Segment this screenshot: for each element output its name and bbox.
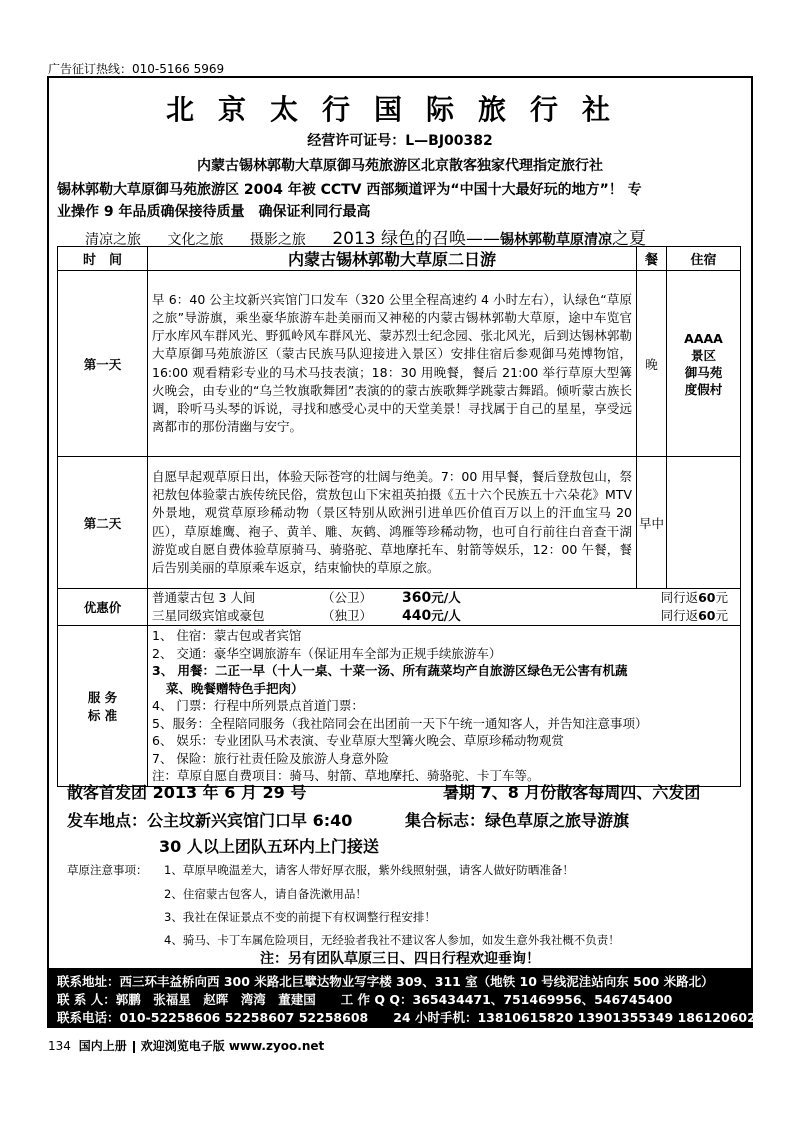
rebate-label: 同行返: [660, 590, 699, 605]
header-meal: 餐: [637, 247, 667, 271]
header-lodging: 住宿: [667, 247, 741, 271]
service-list: [152, 627, 736, 785]
agent-statement: 内蒙古锡林郭勒大草原御马苑旅游区北京散客独家代理指定旅行社: [197, 158, 603, 174]
price-rebate-hotel: [552, 607, 736, 625]
note-item: 1、草原早晚温差大，请客人带好厚衣服，紫外线照射强，请客人做好防晒准备！: [164, 863, 574, 877]
service-item: 3、 用餐：二正一早（十人一桌、十菜一汤、所有蔬菜均产自旅游区绿色无公害有机蔬: [152, 663, 628, 678]
service-item: 注：草原自愿自费项目：骑马、射箭、草地摩托、骑骆驼、卡丁车等。: [152, 768, 540, 783]
notes-caption: 草原注意事项：: [67, 863, 148, 877]
pickup-location: 发车地点：公主坟新兴宾馆门口早 6:40: [67, 811, 353, 830]
price-amount-yurt: [402, 589, 552, 607]
note-item: 4、骑马、卡丁车属危险项目，无经验者我社不建议客人参加，如发生意外我社概不负责！: [164, 933, 620, 947]
meeting-flag: 集合标志：绿色草原之旅导游旗: [405, 811, 630, 830]
page-number: 134: [48, 1039, 71, 1053]
day2-lodging-empty: [667, 457, 741, 589]
service-item: 6、 娱乐：专业团队马术表演、专业草原大型篝火晚会、草原珍稀动物观赏: [152, 733, 564, 748]
price-amount-hotel: [402, 607, 552, 625]
itinerary-table: [57, 246, 741, 787]
day2-meal: 早中: [637, 457, 667, 589]
slogan-main: 2013 绿色的召唤——: [332, 229, 501, 249]
slogan-tag-photo: 摄影之旅: [249, 232, 306, 248]
slogan-tag-cool: 清凉之旅: [85, 232, 141, 248]
price-label: 优惠价: [58, 589, 148, 626]
day1-row: [58, 271, 741, 457]
site-link[interactable]: 欢迎浏览电子版 www.zyoo.net: [140, 1039, 325, 1053]
slogan-tag-culture: 文化之旅: [167, 232, 224, 248]
day1-description: 早 6：40 公主坟新兴宾馆门口发车（320 公里全程高速约 4 小时左右），认绿色“草原之旅”导游旗，乘坐豪华旅游车赴美丽而又神秘的内蒙古锡林郭勒大草原，途中车览官厅水库风车群风光、野狐岭风车群风光、蒙苏烈士纪念园、张北风光，后到达锡林郭勒大草原御马苑旅游区（蒙古民族马队迎接进入景区）安排住宿后参观御马苑博物馆，16:00 观看精彩专业的马术马技表演；18：30 用晚餐，餐后 21:00 举行草原大型篝火晚会，由专业的“乌兰牧旗歌舞团”表演的的蒙古族歌舞学跳蒙古舞蹈。倾听蒙古族长调，聆听马头琴的诉说，寻找和感受心灵中的天堂美景！寻找属于自己的星星，享受远离都市的那份清幽与安宁。: [148, 271, 637, 457]
service-item: 菜、晚餐赠特色手把肉）: [166, 680, 304, 696]
service-label-2: 标 准: [87, 707, 118, 723]
summer-departure: 暑期 7、8 月份散客每周四、六发团: [443, 783, 701, 802]
rebate-unit: 元: [715, 608, 728, 623]
slogan-end: 之夏: [612, 229, 647, 249]
price-value-hotel: 440: [402, 608, 432, 624]
service-row: [58, 626, 741, 787]
service-details: [148, 626, 741, 787]
rebate-unit: 元: [715, 590, 728, 605]
contact-people: 联 系 人：郭鹏 张福星 赵晖 湾湾 董建国 工 作 Q Q：365434471、751469956、546745400: [57, 992, 673, 1007]
rebate-label: 同行返: [660, 608, 699, 623]
lodging-name: 御马苑: [684, 364, 723, 380]
day1-lodging: [667, 271, 741, 457]
price-rebate-yurt: [552, 589, 736, 607]
service-item: 7、 保险：旅行社责任险及旅游人身意外险: [152, 750, 389, 766]
price-value-yurt: 360: [402, 590, 432, 606]
lodging-kind: 度假村: [684, 381, 723, 397]
intro-line-1: 锡林郭勒大草原御马苑旅游区 2004 年被 CCTV 西部频道评为“中国十大最好玩的地方”！ 专: [57, 182, 642, 198]
price-room-hotel: 三星同级宾馆或豪包: [152, 608, 265, 623]
group-pickup: 30 人以上团队五环内上门接送: [159, 837, 379, 856]
contact-bar: [49, 968, 774, 1026]
lodging-grade: AAAA: [684, 330, 723, 346]
table-header-row: [58, 247, 741, 271]
note-item: 3、我社在保证景点不变的前提下有权调整行程安排！: [164, 910, 436, 924]
notes-end: 注：另有团队草原三日、四日行程欢迎垂询！: [260, 951, 540, 967]
price-unit-hotel: 元/人: [431, 608, 461, 623]
price-line-yurt: [152, 589, 736, 607]
price-room-yurt: 普通蒙古包 3 人间: [152, 590, 256, 605]
intro-line-2: 业操作 9 年品质确保接待质量 确保证利同行最高: [57, 204, 371, 220]
license-number: 经营许可证号：L—BJ00382: [307, 133, 493, 149]
day1-label: 第一天: [58, 271, 148, 457]
ad-hotline: 广告征订热线：010-5166 5969: [48, 62, 225, 76]
day2-label: 第二天: [58, 457, 148, 589]
rebate-value: 60: [698, 608, 716, 623]
price-bath-yurt: （公卫）: [322, 590, 373, 605]
service-label: [58, 626, 148, 787]
section-name: 国内上册: [78, 1039, 127, 1053]
service-item: 1、 住宿：蒙古包或者宾馆: [152, 628, 302, 643]
lodging-type: 景区: [690, 347, 716, 363]
first-departure: 散客首发团 2013 年 6 月 29 号: [67, 783, 307, 802]
price-details: [148, 589, 741, 626]
day2-row: [58, 457, 741, 589]
service-item: 4、 门票：行程中所列景点首道门票：: [152, 698, 364, 713]
contact-phone: 联系电话：010-52258606 52258607 52258608 24 小时手机：13810615820 13901355349 18612060209: [57, 1010, 774, 1025]
header-time: 时 间: [58, 247, 148, 271]
agency-title: 北京太行国际旅行社: [165, 93, 634, 126]
price-line-hotel: [152, 607, 736, 625]
header-tour: 内蒙古锡林郭勒大草原二日游: [148, 247, 637, 271]
price-row: [58, 589, 741, 626]
day2-description: 自愿早起观草原日出，体验天际苍穹的壮阔与绝美。7：00 用早餐，餐后登敖包山，祭祀敖包体验蒙古族传统民俗，赏敖包山下宋祖英拍摄《五十六个民族五十六朵花》MTV 外景地，观赏草原珍稀动物（景区特别从欧洲引进单匹价值百万以上的汗血宝马 20 匹），草原雄鹰、袍子、黄羊、雕、灰鹤、鸿雁等珍稀动物，也可自行前往白音查干湖游览或自愿自费体验草原骑马、骑骆驼、草地摩托车、射箭等娱乐，12：00 午餐，餐后告别美丽的草原乘车返京，结束愉快的草原之旅。: [148, 457, 637, 589]
price-bath-hotel: （独卫）: [322, 608, 373, 623]
page-footer: [48, 1037, 324, 1054]
note-item: 2、住宿蒙古包客人，请自备洗漱用品！: [164, 887, 367, 901]
rebate-value: 60: [698, 590, 716, 605]
page-frame: [47, 76, 774, 1028]
service-label-1: 服 务: [87, 689, 118, 705]
service-item: 5、服务：全程陪同服务（我社陪同会在出团前一天下午统一通知客人，并告知注意事项）: [152, 715, 648, 731]
service-item: 2、 交通：豪华空调旅游车（保证用车全部为正规手续旅游车）: [152, 645, 502, 661]
contact-address: 联系地址：西三环丰益桥向西 300 米路北巨擘达物业写字楼 309、311 室（地铁 10 号线泥洼站向东 500 米路北）: [57, 974, 714, 989]
footer-divider: [133, 1041, 135, 1053]
day1-meal: 晚: [637, 271, 667, 457]
slogan-sub: 锡林郭勒草原清凉: [500, 232, 613, 248]
price-unit-yurt: 元/人: [431, 590, 461, 605]
